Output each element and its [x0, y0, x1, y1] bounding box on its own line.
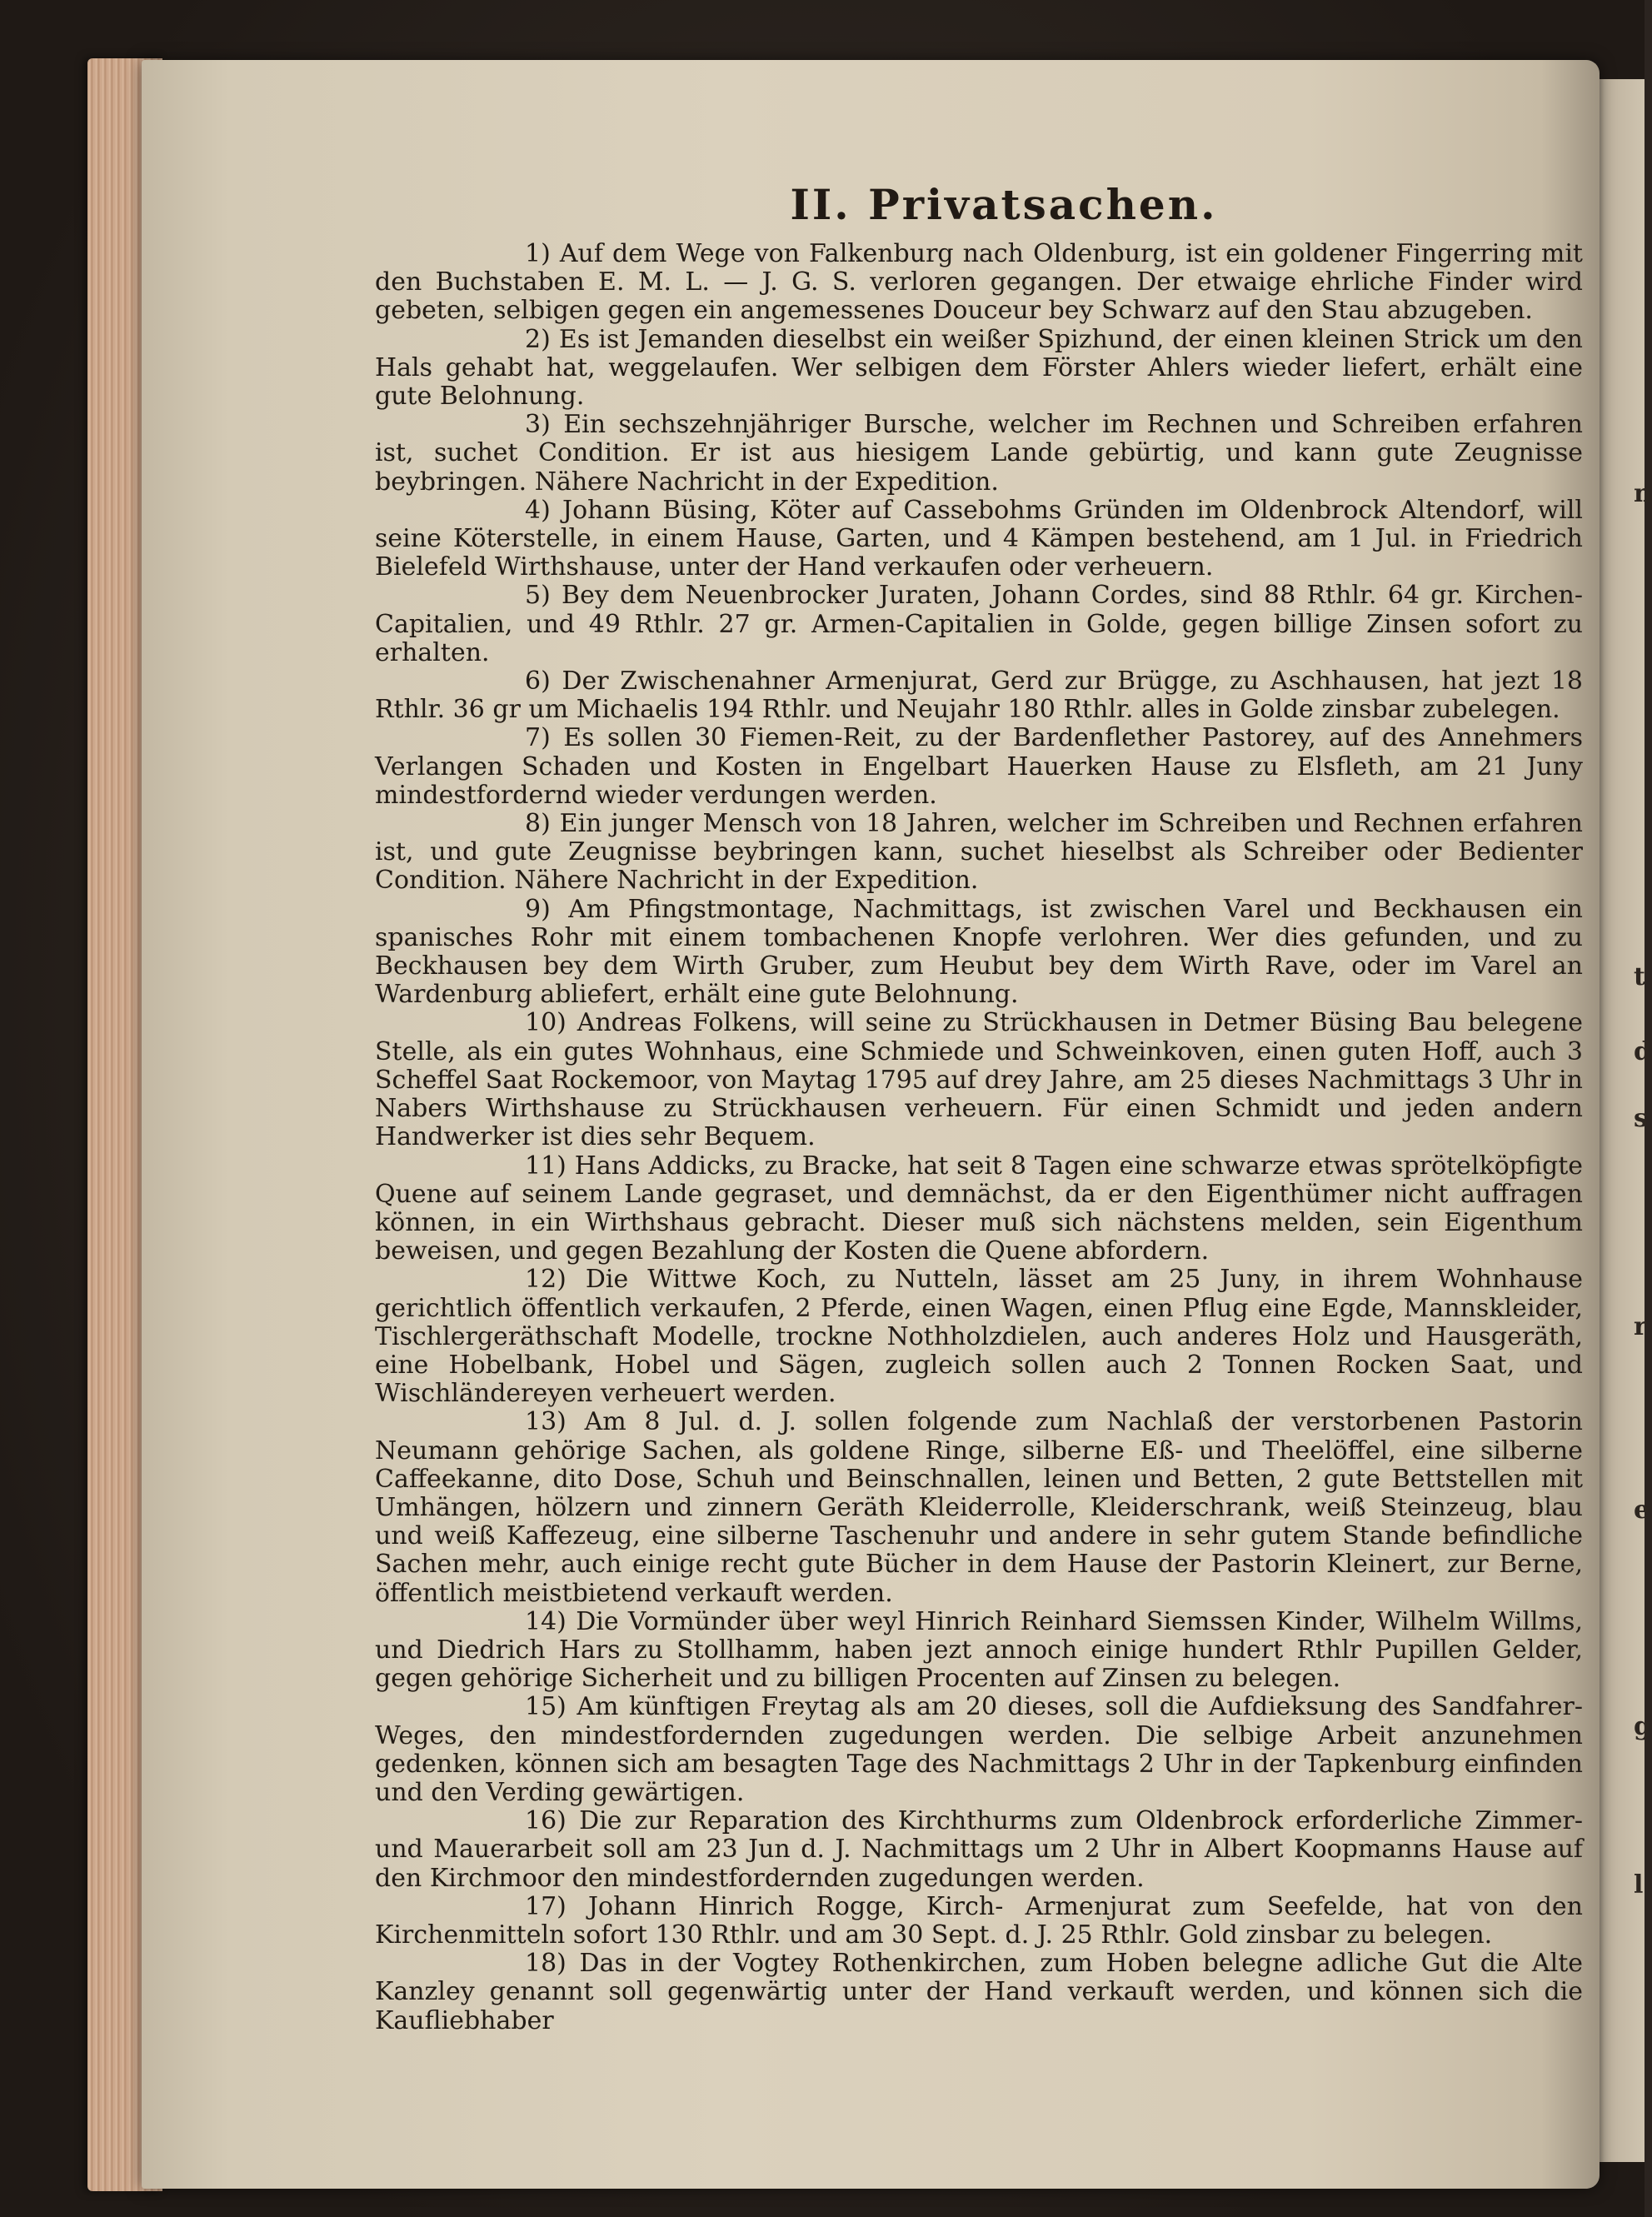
- next-page-fragment: d: [1634, 1037, 1651, 1066]
- next-page-fragment: r: [1634, 1312, 1647, 1341]
- next-page-fragment: s: [1634, 1104, 1648, 1133]
- notice-entry: 7) Es sollen 30 Fiemen-Reit, zu der Bardenflether Pastorey, auf des Annehmers Verlangen Schaden und Kosten in Engelbart Hauerken Hause zu Elsfleth, am 21 Juny mindestfordernd wieder verdungen werden.: [375, 723, 1583, 810]
- section-title: II. Privatsachen.: [790, 180, 1218, 229]
- next-page-fragment: n: [1634, 479, 1652, 508]
- page-content: [375, 182, 1583, 2035]
- notice-entry: 13) Am 8 Jul. d. J. sollen folgende zum Nachlaß der verstorbenen Pastorin Neumann gehörige Sachen, als goldene Ringe, silberne Eß- und Theelöffel, eine silberne Caffeekanne, dito Dose, Schuh und Beinschnallen, leinen und Betten, 2 gute Bettstellen mit Umhängen, hölzern und zinnern Geräth Kleiderrolle, Kleiderschrank, weiß Steinzeug, blau und weiß Kaffezeug, eine silberne Taschenuhr und andere in sehr gutem Stande befindliche Sachen mehr, auch einige recht gute Bücher in dem Hause der Pastorin Kleinert, zur Berne, öffentlich meistbietend verkauft werden.: [375, 1407, 1583, 1608]
- notice-entry: 15) Am künftigen Freytag als am 20 dieses, soll die Aufdieksung des Sandfahrer-Weges, den mindestfordernden zugedungen werden. Die selbige Arbeit anzunehmen gedenken, können sich am besagten Tage des Nachmittags 2 Uhr in der Tapkenburg einfinden und den Verding gewärtigen.: [375, 1692, 1583, 1807]
- notice-entry: 12) Die Wittwe Koch, zu Nutteln, lässet am 25 Juny, in ihrem Wohnhause gerichtlich öffentlich verkaufen, 2 Pferde, einen Wagen, einen Pflug eine Egde, Mannskleider, Tischlergeräthschaft Modelle, trockne Nothholzdielen, auch anderes Holz und Hausgeräth, eine Hobelbank, Hobel und Sägen, zugleich sollen auch 2 Tonnen Rocken Saat, und Wischländereyen verheuert werden.: [375, 1265, 1583, 1409]
- next-page-fragment: t: [1634, 962, 1645, 991]
- notice-entry: 11) Hans Addicks, zu Bracke, hat seit 8 Tagen eine schwarze etwas sprötelköpfigte Quene auf seinem Lande gegraset, und demnächst, da er den Eigenthümer nicht auffragen können, in ein Wirthshaus gebracht. Dieser muß sich nächstens melden, sein Eigenthum beweisen, und gegen Bezahlung der Kosten die Quene abfordern.: [375, 1151, 1583, 1266]
- notice-entry: 3) Ein sechszehnjähriger Bursche, welcher im Rechnen und Schreiben erfahren ist, suchet Condition. Er ist aus hiesigem Lande gebürtig, und kann gute Zeugnisse beybringen. Nähere Nachricht in der Expedition.: [375, 410, 1583, 497]
- notice-entry: 1) Auf dem Wege von Falkenburg nach Oldenburg, ist ein goldener Fingerring mit den Buchstaben E. M. L. — J. G. S. verloren gegangen. Der etwaige ehrliche Finder wird gebeten, selbigen gegen ein angemessenes Douceur bey Schwarz auf den Stau abzugeben.: [375, 239, 1583, 326]
- notice-entry: 18) Das in der Vogtey Rothenkirchen, zum Hoben belegne adliche Gut die Alte Kanzley genannt soll gegenwärtig unter der Hand verkauft werden, und können sich die Kaufliebhaber: [375, 1949, 1583, 2035]
- notice-entry: 16) Die zur Reparation des Kirchthurms zum Oldenbrock erforderliche Zimmer- und Mauerarbeit soll am 23 Jun d. J. Nachmittags um 2 Uhr in Albert Koopmanns Hause auf den Kirchmoor den mindestfordernden zugedungen werden.: [375, 1806, 1583, 1893]
- notice-entry: 2) Es ist Jemanden dieselbst ein weißer Spizhund, der einen kleinen Strick um den Hals gehabt hat, weggelaufen. Wer selbigen dem Förster Ahlers wieder liefert, erhält eine gute Belohnung.: [375, 324, 1583, 412]
- next-page-fragment: e: [1634, 1495, 1650, 1525]
- notice-entry: 5) Bey dem Neuenbrocker Juraten, Johann Cordes, sind 88 Rthlr. 64 gr. Kirchen-Capitalien, und 49 Rthlr. 27 gr. Armen-Capitalien in Golde, gegen billige Zinsen sofort zu erhalten.: [375, 581, 1583, 667]
- notice-entry: 6) Der Zwischenahner Armenjurat, Gerd zur Brügge, zu Aschhausen, hat jezt 18 Rthlr. 36 gr um Michaelis 194 Rthlr. und Neujahr 180 Rthlr. alles in Golde zinsbar zubelegen.: [375, 667, 1583, 725]
- notice-entry: 10) Andreas Folkens, will seine zu Strückhausen in Detmer Büsing Bau belegene Stelle, als ein gutes Wohnhaus, eine Schmiede und Schweinkoven, einen guten Hoff, auch 3 Scheffel Saat Rockemoor, von Maytag 1795 auf drey Jahre, am 25 dieses Nachmittags 3 Uhr in Nabers Wirthshause zu Strückhausen verheuern. Für einen Schmidt und jeden andern Handwerker ist dies sehr Bequem.: [375, 1008, 1583, 1152]
- notice-entry: 17) Johann Hinrich Rogge, Kirch- Armenjurat zum Seefelde, hat von den Kirchenmitteln sofort 130 Rthlr. und am 30 Sept. d. J. 25 Rthlr. Gold zinsbar zu belegen.: [375, 1891, 1583, 1950]
- notice-entry: 9) Am Pfingstmontage, Nachmittags, ist zwischen Varel und Beckhausen ein spanisches Rohr mit einem tombachenen Knopfe verlohren. Wer dies gefunden, und zu Beckhausen bey dem Wirth Gruber, zum Heubut bey dem Wirth Rave, oder im Varel an Wardenburg abliefert, erhält eine gute Belohnung.: [375, 894, 1583, 1010]
- next-page-fragment: g: [1634, 1712, 1651, 1741]
- notice-entry: 8) Ein junger Mensch von 18 Jahren, welcher im Schreiben und Rechnen erfahren ist, und gute Zeugnisse beybringen kann, suchet hieselbst als Schreiber oder Bedienter Condition. Nähere Nachricht in der Expedition.: [375, 809, 1583, 896]
- next-page-fragment: l: [1634, 1870, 1644, 1900]
- notice-entry: 14) Die Vormünder über weyl Hinrich Reinhard Siemssen Kinder, Wilhelm Willms, und Diedrich Hars zu Stollhamm, haben jezt annoch einige hundert Rthlr Pupillen Gelder, gegen gehörige Sicherheit und zu billigen Procenten auf Zinsen zu belegen.: [375, 1606, 1583, 1694]
- notice-entry: 4) Johann Büsing, Köter auf Cassebohms Gründen im Oldenbrock Altendorf, will seine Köterstelle, in einem Hause, Garten, und 4 Kämpen bestehend, am 1 Jul. in Friedrich Bielefeld Wirthshause, unter der Hand verkaufen oder verheuern.: [375, 495, 1583, 582]
